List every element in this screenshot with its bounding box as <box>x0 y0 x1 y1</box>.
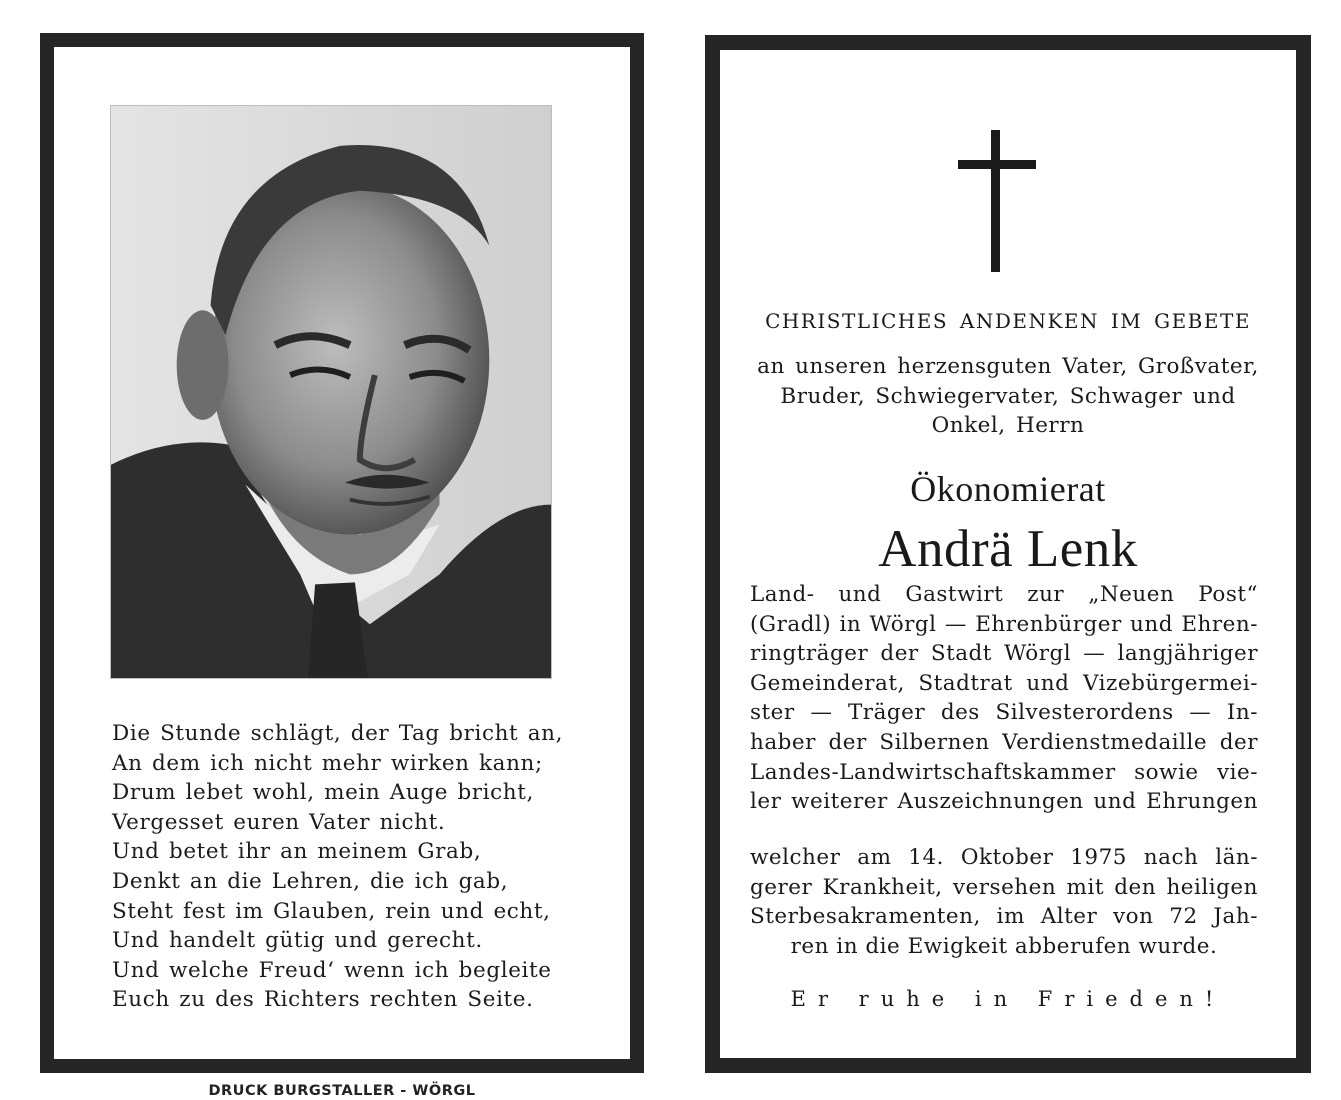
poem-line: An dem ich nicht mehr wirken kann; <box>112 750 543 776</box>
printer-imprint: DRUCK BURGSTALLER - WÖRGL <box>208 1083 476 1099</box>
closing-blessing: Er ruhe in Frieden! <box>790 987 1226 1011</box>
poem-line: Vergesset euren Vater nicht. <box>112 809 446 835</box>
dedication-line: Onkel, Herrn <box>931 413 1085 439</box>
bio-line: haber der Silbernen Verdienstmedaille der <box>750 729 1258 755</box>
death-line: welcher am 14. Oktober 1975 nach län- <box>750 845 1258 870</box>
bio-line: ster — Träger des Silvesterordens — In- <box>750 700 1258 726</box>
dedication-line: an unseren herzensguten Vater, Großvater, <box>757 354 1259 379</box>
poem <box>112 719 562 1015</box>
bio-line: Gemeinderat, Stadtrat und Vizebürgermei- <box>750 670 1258 696</box>
dedication <box>720 352 1296 441</box>
poem-line: Und betet ihr an meinem Grab, <box>112 839 482 865</box>
card-heading: CHRISTLICHES ANDENKEN IM GEBETE <box>765 309 1251 333</box>
poem-line: Und handelt gütig und gerecht. <box>112 928 483 954</box>
bio-line: Landes-Landwirtschaftskammer sowie vie- <box>750 759 1258 785</box>
poem-line: Steht fest im Glauben, rein und echt, <box>112 898 551 924</box>
cross-icon <box>958 130 1036 272</box>
portrait-photo <box>110 105 552 679</box>
memorial-card-right <box>705 35 1311 1073</box>
bio-line: ringträger der Stadt Wörgl — langjähriger <box>750 641 1258 667</box>
honorific-title: Ökonomierat <box>910 469 1106 509</box>
poem-line: Die Stunde schlägt, der Tag bricht an, <box>112 721 564 746</box>
death-line: Sterbesakramenten, im Alter von 72 Jah- <box>750 904 1258 930</box>
death-line: gerer Krankheit, versehen mit den heiligen <box>750 874 1258 900</box>
bio-line: Land- und Gastwirt zur „Neuen Post“ <box>750 582 1258 607</box>
biography <box>750 580 1258 817</box>
poem-line: Drum lebet wohl, mein Auge bricht, <box>112 780 534 806</box>
death-line: ren in die Ewigkeit abberufen wurde. <box>790 933 1218 959</box>
bio-line: ler weiterer Auszeichnungen und Ehrungen <box>750 789 1258 815</box>
death-notice <box>750 843 1258 961</box>
poem-line: Und welche Freud‘ wenn ich begleite <box>112 957 552 983</box>
deceased-name: Andrä Lenk <box>878 520 1138 578</box>
portrait-illustration <box>111 106 551 678</box>
poem-line: Euch zu des Richters rechten Seite. <box>112 987 534 1013</box>
poem-line: Denkt an die Lehren, die ich gab, <box>112 868 509 894</box>
bio-line: (Gradl) in Wörgl — Ehrenbürger und Ehren- <box>750 611 1258 637</box>
memorial-card-left <box>40 33 644 1073</box>
dedication-line: Bruder, Schwiegervater, Schwager und <box>780 383 1236 409</box>
